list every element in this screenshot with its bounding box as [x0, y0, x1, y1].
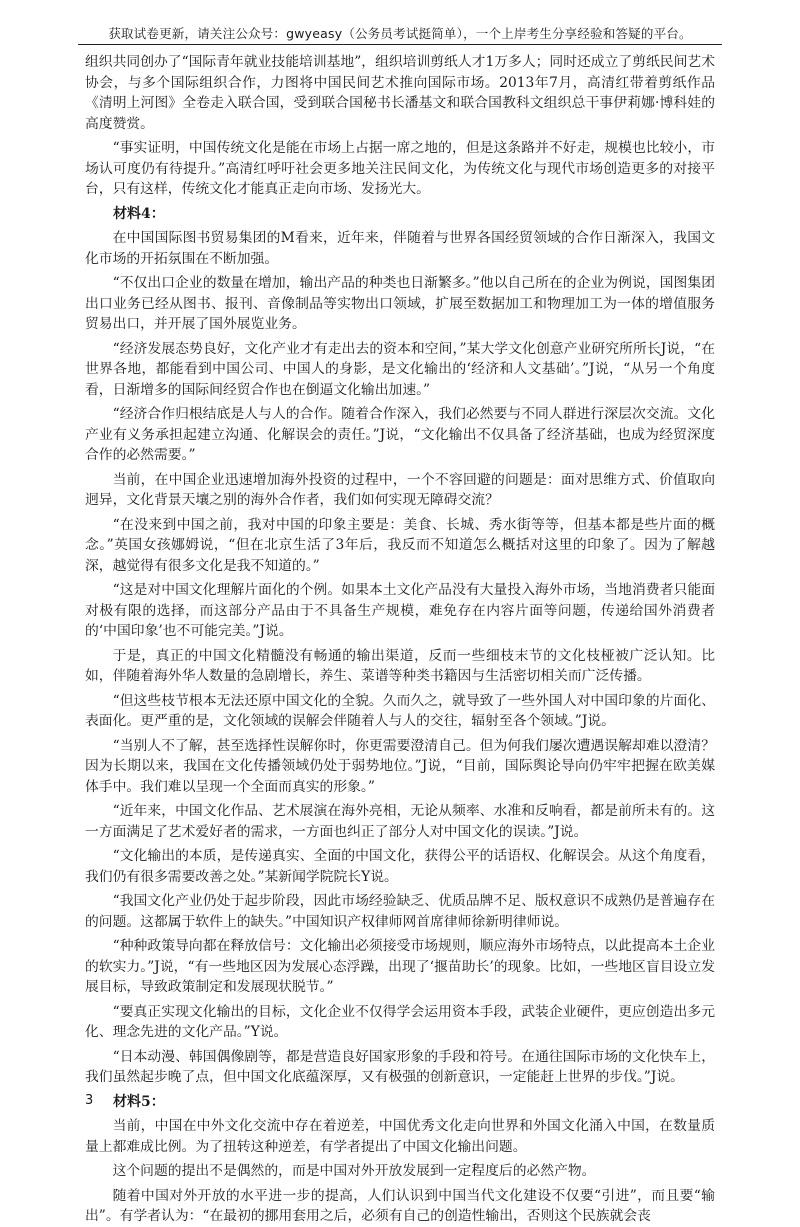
body-paragraph: “在没来到中国之前，我对中国的印象主要是：美食、长城、秀水街等等，但基本都是些片面的概念。”英国女孩娜姆说，“但在北京生活了3年后，我反而不知道怎么概括对这里的印象了。因为了解越深，越觉得有很多文化是我不知道的。”	[85, 516, 715, 574]
body-paragraph: “不仅出口企业的数量在增加，输出产品的种类也日渐繁多。”他以自己所在的企业为例说，国图集团出口业务已经从图书、报刊、音像制品等实物出口领域，扩展至数据加工和物理加工为一体的增值服务贸易出口，并开展了国外展览业务。	[85, 275, 715, 332]
body-paragraph: 这个问题的提出不是偶然的，而是中国对外开放发展到一定程度后的必然产物。	[112, 1163, 596, 1179]
body-paragraph: 于是，真正的中国文化精髓没有畅通的输出渠道，反而一些细枝末节的文化枝桠被广泛认知。比如，伴随着海外华人数量的急剧增长，养生、菜谱等种类书籍因与生活密切相关而广泛传播。	[85, 647, 715, 684]
body-paragraph: “近年来，中国文化作品、艺术展演在海外亮相，无论从频率、水准和反响看，都是前所未有的。这一方面满足了艺术爱好者的需求，一方面也纠正了部分人对中国文化的误读。”J说。	[85, 803, 715, 840]
body-paragraph: “这是对中国文化理解片面化的个例。如果本土文化产品没有大量投入海外市场，当地消费者只能面对极有限的选择，而这部分产品由于不具备生产规模，难免存在内容片面等问题，传递给国外消费者的‘中国印象’也不可能完美。”J说。	[85, 582, 715, 639]
body-paragraph: “但这些枝节根本无法还原中国文化的全貌。久而久之，就导致了一些外国人对中国印象的片面化、表面化。更严重的是，文化领域的误解会伴随着人与人的交往，辐射至各个领域。”J说。	[85, 692, 715, 729]
page-number: 3	[85, 1093, 94, 1108]
body-paragraph: “要真正实现文化输出的目标，文化企业不仅得学会运用资本手段，武装企业硬件，更应创造出多元化、理念先进的文化产品。”Y说。	[85, 1003, 715, 1040]
body-paragraph: 组织共同创办了“国际青年就业技能培训基地”，组织培训剪纸人才1万多人；同时还成立了剪纸民间艺术协会，与多个国际组织合作，力图将中国民间艺术推向国际市场。2013年7月，高清红带着剪纸作品《清明上河图》全卷走入联合国，受到联合国秘书长潘基文和联合国教科文组织总干事伊莉娜·博科娃的高度赞赏。	[85, 54, 715, 132]
header-divider	[78, 44, 722, 45]
page-header-notice: 获取试卷更新，请关注公众号：gwyeasy（公务员考试挺简单），一个上岸考生分享经验和答疑的平台。	[108, 26, 692, 41]
body-paragraph: “事实证明，中国传统文化是能在市场上占据一席之地的，但是这条路并不好走，规模也比较小，市场认可度仍有待提升。”高清红呼吁社会更多地关注民间文化，为传统文化与现代市场创造更多的对接平台，只有这样，传统文化才能真正走向市场、发扬光大。	[85, 140, 715, 197]
section-heading: 材料5：	[113, 1093, 165, 1110]
body-paragraph: “经济发展态势良好，文化产业才有走出去的资本和空间，”某大学文化创意产业研究所所长J说，“在世界各地，都能看到中国公司、中国人的身影，是文化输出的‘经济和人文基础’。”J说，“从另一个角度看，日渐增多的国际间经贸合作也在倒逼文化输出加速。”	[85, 340, 715, 398]
body-paragraph: “种种政策导向都在释放信号：文化输出必须接受市场规则，顺应海外市场特点，以此提高本土企业的软实力。”J说，“有一些地区因为发展心态浮躁，出现了‘揠苗助长’的现象。比如，一些地区盲目设立发展目标，导致政策制定和发展现状脱节。”	[85, 938, 715, 995]
body-paragraph: 在中国国际图书贸易集团的M看来，近年来，伴随着与世界各国经贸领域的合作日渐深入，我国文化市场的开拓氛围在不断加强。	[85, 230, 715, 267]
section-heading: 材料4：	[113, 205, 165, 222]
body-paragraph: “日本动漫、韩国偶像剧等，都是营造良好国家形象的手段和符号。在通往国际市场的文化快车上，我们虽然起步晚了点，但中国文化底蕴深厚，又有极强的创新意识，一定能赶上世界的步伐。”J说。	[85, 1048, 715, 1085]
body-paragraph: “经济合作归根结底是人与人的合作。随着合作深入，我们必然要与不同人群进行深层次交流。文化产业有义务承担起建立沟通、化解误会的责任。”J说，“文化输出不仅具备了经济基础，也成为经贸深度合作的必然需要。”	[85, 406, 715, 463]
document-body	[85, 52, 715, 1224]
body-paragraph: “文化输出的本质，是传递真实、全面的中国文化，获得公平的话语权、化解误会。从这个角度看，我们仍有很多需要改善之处。”某新闻学院院长Y说。	[85, 848, 715, 885]
body-paragraph: “我国文化产业仍处于起步阶段，因此市场经验缺乏、优质品牌不足、版权意识不成熟仍是普遍存在的问题。这都属于软件上的缺失。”中国知识产权律师网首席律师徐新明律师说。	[85, 893, 715, 930]
body-paragraph: 当前，在中国企业迅速增加海外投资的过程中，一个不容回避的问题是：面对思维方式、价值取向迥异，文化背景天壤之别的海外合作者，我们如何实现无障碍交流？	[85, 471, 715, 508]
body-paragraph: 当前，中国在中外文化交流中存在着逆差，中国优秀文化走向世界和外国文化涌入中国，在数量质量上都难成比例。为了扭转这种逆差，有学者提出了中国文化输出问题。	[85, 1118, 715, 1155]
body-paragraph: 随着中国对外开放的水平进一步的提高，人们认识到中国当代文化建设不仅要“引进”，而且要“输出”。有学者认为：“在最初的挪用套用之后，必须有自己的创造性输出，否则这个民族就会丧	[85, 1187, 715, 1224]
body-paragraph: “当别人不了解，甚至选择性误解你时，你更需要澄清自己。但为何我们屡次遭遇误解却难以澄清？因为长期以来，我国在文化传播领域仍处于弱势地位。”J说，“目前，国际舆论导向仍牢牢把握在欧美媒体手中。我们难以呈现一个全面而真实的形象。”	[85, 737, 715, 795]
